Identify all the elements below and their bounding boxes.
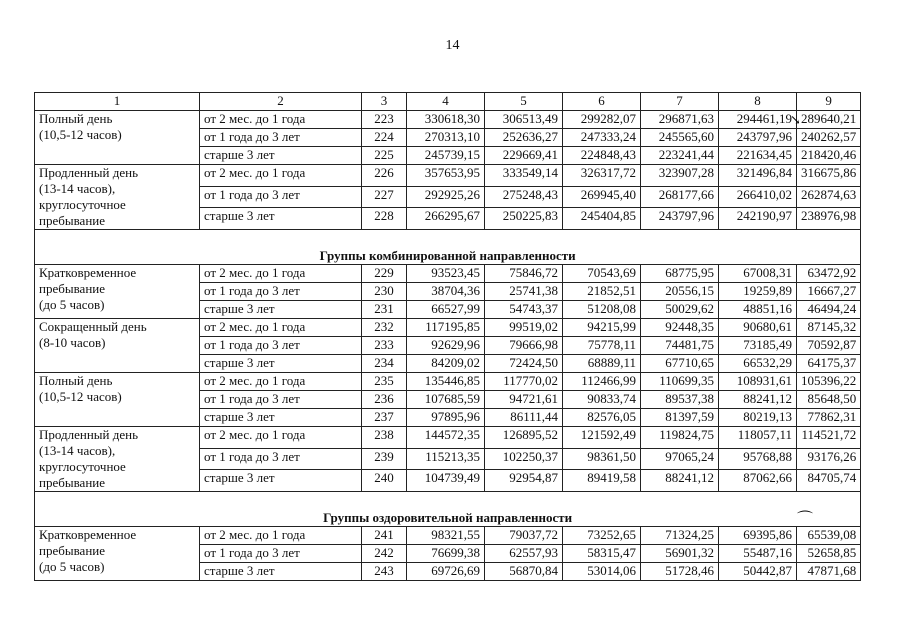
value-cell: 243797,96 (641, 208, 719, 230)
value-cell: 88241,12 (719, 391, 797, 409)
age-group: от 1 года до 3 лет (200, 448, 362, 470)
value-cell: 52658,85 (797, 545, 861, 563)
row-code: 241 (362, 527, 407, 545)
value-cell: 93523,45 (407, 265, 485, 283)
group-label: Продленный день (13-14 часов), круглосуточное пребывание (35, 427, 200, 492)
value-cell: 242190,97 (719, 208, 797, 230)
group-label: Сокращенный день (8-10 часов) (35, 319, 200, 373)
table-row (35, 427, 861, 449)
value-cell: 19259,89 (719, 283, 797, 301)
value-cell: 144572,35 (407, 427, 485, 449)
value-cell: 75778,11 (563, 337, 641, 355)
value-cell: 84209,02 (407, 355, 485, 373)
section-spacer (35, 230, 861, 249)
value-cell: 63472,92 (797, 265, 861, 283)
value-cell: 90833,74 (563, 391, 641, 409)
scan-tick-mark: ↘ (790, 112, 801, 127)
value-cell: 97065,24 (641, 448, 719, 470)
value-cell: 38704,36 (407, 283, 485, 301)
age-group: от 2 мес. до 1 года (200, 319, 362, 337)
value-cell: 86111,44 (485, 409, 563, 427)
age-group: старше 3 лет (200, 409, 362, 427)
value-cell: 77862,31 (797, 409, 861, 427)
value-cell: 80219,13 (719, 409, 797, 427)
group-label: Полный день (10,5-12 часов) (35, 373, 200, 427)
value-cell: 68889,11 (563, 355, 641, 373)
value-cell: 245739,15 (407, 147, 485, 165)
age-group: старше 3 лет (200, 208, 362, 230)
value-cell: 81397,59 (641, 409, 719, 427)
value-cell: 16667,27 (797, 283, 861, 301)
age-group: от 2 мес. до 1 года (200, 265, 362, 283)
value-cell: 46494,24 (797, 301, 861, 319)
row-code: 232 (362, 319, 407, 337)
value-cell: 69726,69 (407, 563, 485, 581)
row-code: 234 (362, 355, 407, 373)
table-row (35, 319, 861, 337)
group-label: Полный день (10,5-12 часов) (35, 111, 200, 165)
value-cell: 95768,88 (719, 448, 797, 470)
section-spacer-cell (35, 230, 861, 249)
value-cell: 58315,47 (563, 545, 641, 563)
group-label: Кратковременное пребывание (до 5 часов) (35, 265, 200, 319)
value-cell: 62557,93 (485, 545, 563, 563)
table-row (35, 111, 861, 129)
value-cell: 114521,72 (797, 427, 861, 449)
value-cell: 104739,49 (407, 470, 485, 492)
row-code: 223 (362, 111, 407, 129)
row-code: 237 (362, 409, 407, 427)
value-cell: 98321,55 (407, 527, 485, 545)
value-cell: 112466,99 (563, 373, 641, 391)
value-cell: 71324,25 (641, 527, 719, 545)
value-cell: 269945,40 (563, 186, 641, 208)
age-group: от 1 года до 3 лет (200, 283, 362, 301)
value-cell: 321496,84 (719, 165, 797, 187)
value-cell: 93176,26 (797, 448, 861, 470)
value-cell: 48851,16 (719, 301, 797, 319)
value-cell: 357653,95 (407, 165, 485, 187)
value-cell: 240262,57 (797, 129, 861, 147)
value-cell: 108931,61 (719, 373, 797, 391)
section-title: Группы комбинированной направленности (35, 248, 861, 265)
value-cell: 252636,27 (485, 129, 563, 147)
age-group: старше 3 лет (200, 147, 362, 165)
value-cell: 135446,85 (407, 373, 485, 391)
value-cell: 323907,28 (641, 165, 719, 187)
header-cell: 9 (797, 93, 861, 111)
row-code: 230 (362, 283, 407, 301)
age-group: старше 3 лет (200, 355, 362, 373)
group-label: Продленный день (13-14 часов), круглосуточное пребывание (35, 165, 200, 230)
value-cell: 68775,95 (641, 265, 719, 283)
value-cell: 73185,49 (719, 337, 797, 355)
header-cell: 4 (407, 93, 485, 111)
row-code: 224 (362, 129, 407, 147)
value-cell: 89419,58 (563, 470, 641, 492)
value-cell: 74481,75 (641, 337, 719, 355)
header-cell: 3 (362, 93, 407, 111)
age-group: от 2 мес. до 1 года (200, 373, 362, 391)
value-cell: 238976,98 (797, 208, 861, 230)
row-code: 235 (362, 373, 407, 391)
value-cell: 76699,38 (407, 545, 485, 563)
header-cell: 5 (485, 93, 563, 111)
age-group: старше 3 лет (200, 470, 362, 492)
row-code: 239 (362, 448, 407, 470)
value-cell: 243797,96 (719, 129, 797, 147)
value-cell: 270313,10 (407, 129, 485, 147)
value-cell: 65539,08 (797, 527, 861, 545)
value-cell: 117770,02 (485, 373, 563, 391)
value-cell: 20556,15 (641, 283, 719, 301)
age-group: от 1 года до 3 лет (200, 129, 362, 147)
header-cell: 6 (563, 93, 641, 111)
table-row (35, 373, 861, 391)
value-cell: 121592,49 (563, 427, 641, 449)
row-code: 240 (362, 470, 407, 492)
value-cell: 50029,62 (641, 301, 719, 319)
value-cell: 115213,35 (407, 448, 485, 470)
value-cell: 102250,37 (485, 448, 563, 470)
value-cell: 221634,45 (719, 147, 797, 165)
value-cell: 51728,46 (641, 563, 719, 581)
value-cell: 107685,59 (407, 391, 485, 409)
row-code: 227 (362, 186, 407, 208)
value-cell: 245565,60 (641, 129, 719, 147)
row-code: 242 (362, 545, 407, 563)
tariff-table (34, 92, 861, 581)
value-cell: 88241,12 (641, 470, 719, 492)
header-cell: 7 (641, 93, 719, 111)
value-cell: 94215,99 (563, 319, 641, 337)
value-cell: 69395,86 (719, 527, 797, 545)
value-cell: 250225,83 (485, 208, 563, 230)
value-cell: 54743,37 (485, 301, 563, 319)
value-cell: 292925,26 (407, 186, 485, 208)
section-title: Группы оздоровительной направленности (35, 510, 861, 527)
value-cell: 326317,72 (563, 165, 641, 187)
value-cell: 79037,72 (485, 527, 563, 545)
value-cell: 94721,61 (485, 391, 563, 409)
value-cell: 99519,02 (485, 319, 563, 337)
value-cell: 294461,19 (719, 111, 797, 129)
row-code: 229 (362, 265, 407, 283)
row-code: 231 (362, 301, 407, 319)
row-code: 228 (362, 208, 407, 230)
row-code: 233 (362, 337, 407, 355)
value-cell: 51208,08 (563, 301, 641, 319)
age-group: от 2 мес. до 1 года (200, 165, 362, 187)
value-cell: 262874,63 (797, 186, 861, 208)
value-cell: 47871,68 (797, 563, 861, 581)
value-cell: 245404,85 (563, 208, 641, 230)
value-cell: 55487,16 (719, 545, 797, 563)
value-cell: 275248,43 (485, 186, 563, 208)
value-cell: 224848,43 (563, 147, 641, 165)
age-group: от 2 мес. до 1 года (200, 111, 362, 129)
value-cell: 97895,96 (407, 409, 485, 427)
value-cell: 25741,38 (485, 283, 563, 301)
age-group: от 1 года до 3 лет (200, 545, 362, 563)
value-cell: 92629,96 (407, 337, 485, 355)
row-code: 243 (362, 563, 407, 581)
value-cell: 56901,32 (641, 545, 719, 563)
value-cell: 66532,29 (719, 355, 797, 373)
header-cell: 1 (35, 93, 200, 111)
age-group: старше 3 лет (200, 563, 362, 581)
value-cell: 70592,87 (797, 337, 861, 355)
value-cell: 79666,98 (485, 337, 563, 355)
value-cell: 306513,49 (485, 111, 563, 129)
value-cell: 296871,63 (641, 111, 719, 129)
value-cell: 84705,74 (797, 470, 861, 492)
header-cell: 8 (719, 93, 797, 111)
value-cell: 105396,22 (797, 373, 861, 391)
value-cell: 90680,61 (719, 319, 797, 337)
table-row (35, 527, 861, 545)
section-spacer (35, 492, 861, 511)
value-cell: 89537,38 (641, 391, 719, 409)
age-group: от 1 года до 3 лет (200, 337, 362, 355)
value-cell: 268177,66 (641, 186, 719, 208)
header-cell: 2 (200, 93, 362, 111)
value-cell: 67710,65 (641, 355, 719, 373)
value-cell: 110699,35 (641, 373, 719, 391)
group-label: Кратковременное пребывание (до 5 часов) (35, 527, 200, 581)
age-group: от 1 года до 3 лет (200, 186, 362, 208)
value-cell: 85648,50 (797, 391, 861, 409)
row-code: 225 (362, 147, 407, 165)
value-cell: 218420,46 (797, 147, 861, 165)
value-cell: 50442,87 (719, 563, 797, 581)
age-group: от 2 мес. до 1 года (200, 527, 362, 545)
section-title-row (35, 248, 861, 265)
age-group: от 2 мес. до 1 года (200, 427, 362, 449)
value-cell: 66527,99 (407, 301, 485, 319)
value-cell: 21852,51 (563, 283, 641, 301)
section-title-row (35, 510, 861, 527)
value-cell: 64175,37 (797, 355, 861, 373)
value-cell: 289640,21 (797, 111, 861, 129)
table-row (35, 265, 861, 283)
value-cell: 299282,07 (563, 111, 641, 129)
value-cell: 75846,72 (485, 265, 563, 283)
page-number: 14 (445, 38, 460, 53)
value-cell: 316675,86 (797, 165, 861, 187)
value-cell: 266410,02 (719, 186, 797, 208)
value-cell: 92954,87 (485, 470, 563, 492)
table-row (35, 165, 861, 187)
scan-ink-mark: ⌒ (797, 511, 814, 528)
value-cell: 53014,06 (563, 563, 641, 581)
row-code: 236 (362, 391, 407, 409)
value-cell: 67008,31 (719, 265, 797, 283)
value-cell: 126895,52 (485, 427, 563, 449)
value-cell: 82576,05 (563, 409, 641, 427)
value-cell: 98361,50 (563, 448, 641, 470)
value-cell: 56870,84 (485, 563, 563, 581)
row-code: 238 (362, 427, 407, 449)
value-cell: 119824,75 (641, 427, 719, 449)
value-cell: 72424,50 (485, 355, 563, 373)
value-cell: 330618,30 (407, 111, 485, 129)
value-cell: 247333,24 (563, 129, 641, 147)
value-cell: 73252,65 (563, 527, 641, 545)
value-cell: 87062,66 (719, 470, 797, 492)
row-code: 226 (362, 165, 407, 187)
value-cell: 118057,11 (719, 427, 797, 449)
value-cell: 92448,35 (641, 319, 719, 337)
value-cell: 70543,69 (563, 265, 641, 283)
value-cell: 266295,67 (407, 208, 485, 230)
age-group: от 1 года до 3 лет (200, 391, 362, 409)
value-cell: 333549,14 (485, 165, 563, 187)
section-spacer-cell (35, 492, 861, 511)
value-cell: 229669,41 (485, 147, 563, 165)
value-cell: 117195,85 (407, 319, 485, 337)
age-group: старше 3 лет (200, 301, 362, 319)
value-cell: 87145,32 (797, 319, 861, 337)
value-cell: 223241,44 (641, 147, 719, 165)
header-row (35, 93, 861, 111)
